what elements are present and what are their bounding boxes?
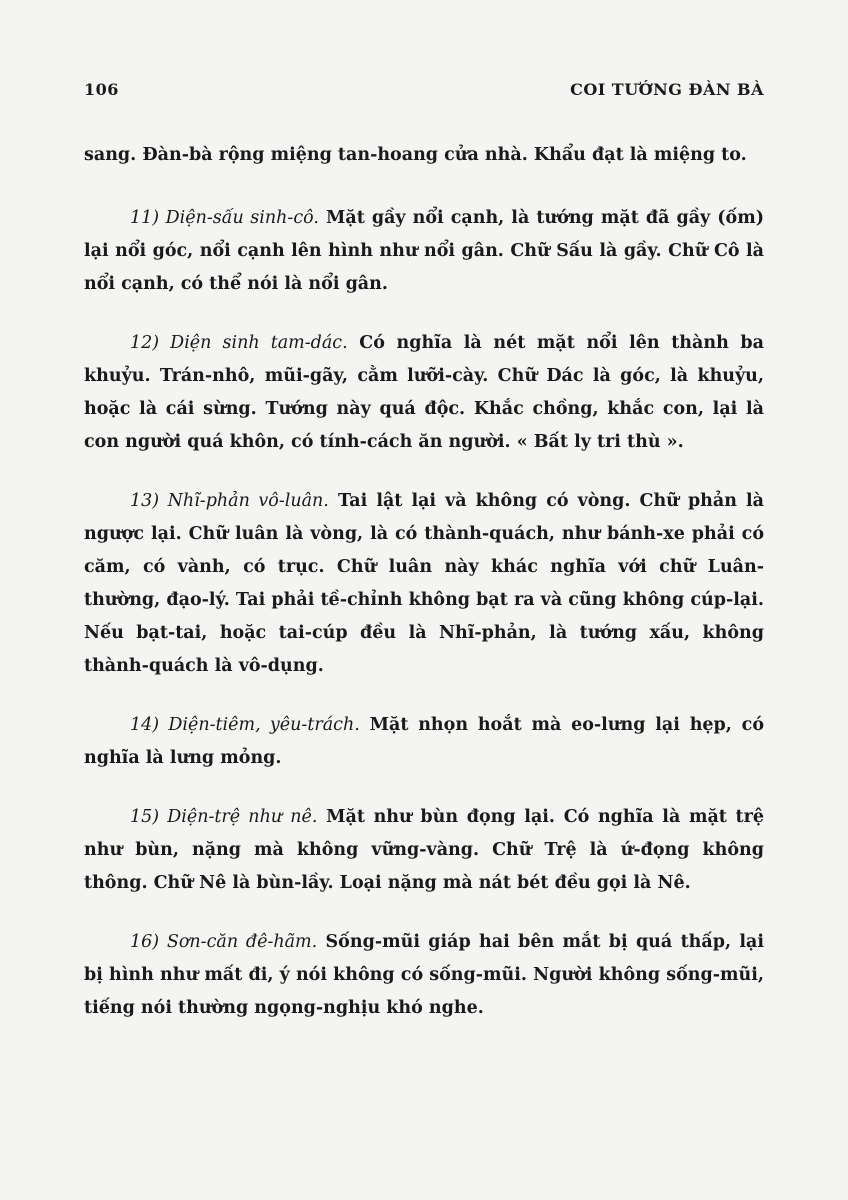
page-header	[84, 80, 764, 99]
paragraph-term: 15) Diện-trệ như nê.	[130, 807, 318, 827]
page-number: 106	[84, 80, 119, 99]
paragraph-term: 16) Sơn-căn đê-hãm.	[130, 932, 318, 952]
paragraph-text: Mặt nhọn hoắt mà eo-lưng lại hẹp, có nghĩa là lưng mỏng.	[84, 715, 765, 768]
paragraph-text: sang. Đàn-bà rộng miệng tan-hoang cửa nhà. Khẩu đạt là miệng to.	[84, 145, 747, 165]
paragraph-item-14	[84, 709, 764, 775]
paragraph-term: 12) Diện sinh tam-dác.	[130, 333, 348, 353]
paragraph-item-15	[84, 801, 764, 900]
paragraph-text: Sống-mũi giáp hai bên mắt bị quá thấp, lại bị hình như mất đi, ý nói không có sống-mũi. Người không sống-mũi, tiếng nói thường ngọng-nghịu khó nghe.	[84, 932, 764, 1018]
paragraph-continuation	[84, 139, 764, 172]
paragraph-term: 11) Diện-sấu sinh-cô.	[130, 208, 319, 228]
paragraph-term: 13) Nhĩ-phản vô-luân.	[130, 491, 329, 511]
paragraph-text: Mặt gầy nổi cạnh, là tướng mặt đã gầy (ốm) lại nổi góc, nổi cạnh lên hình như nổi gân. Chữ Sấu là gầy. Chữ Cô là nổi cạnh, có thể nói là nổi gân.	[84, 208, 765, 294]
paragraph-item-16	[84, 926, 764, 1025]
paragraph-item-11	[84, 202, 764, 301]
paragraph-text: Có nghĩa là nét mặt nổi lên thành ba khuỷu. Trán-nhô, mũi-gãy, cằm lưỡi-cày. Chữ Dác là góc, là khuỷu, hoặc là cái sừng. Tướng này quá độc. Khắc chồng, khắc con, lại là con người quá khôn, có tính-cách ăn người. « Bất ly tri thù ».	[84, 333, 764, 452]
paragraph-term: 14) Diện-tiêm, yêu-trách.	[130, 715, 360, 735]
paragraph-text: Tai lật lại và không có vòng. Chữ phản là ngược lại. Chữ luân là vòng, là có thành-quách, như bánh-xe phải có căm, có vành, có trục. Chữ luân này khác nghĩa với chữ Luân-thường, đạo-lý. Tai phải tề-chỉnh không bạt ra và cũng không cúp-lại. Nếu bạt-tai, hoặc tai-cúp đều là Nhĩ-phản, là tướng xấu, không thành-quách là vô-dụng.	[84, 491, 765, 676]
running-title: COI TƯỚNG ĐÀN BÀ	[570, 80, 764, 99]
paragraph-item-13	[84, 485, 764, 683]
paragraph-item-12	[84, 327, 764, 459]
paragraph-text: Mặt như bùn đọng lại. Có nghĩa là mặt trệ như bùn, nặng mà không vững-vàng. Chữ Trệ là ứ-đọng không thông. Chữ Nê là bùn-lầy. Loại nặng mà nát bét đều gọi là Nê.	[84, 807, 764, 893]
